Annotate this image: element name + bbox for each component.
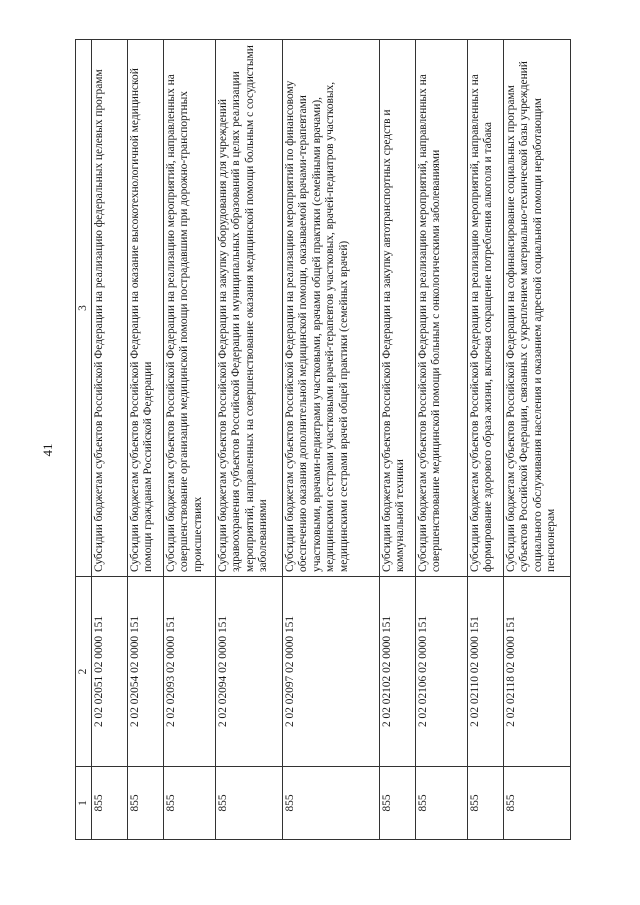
budget-classification-code-cell: 2 02 02102 02 0000 151 [380, 577, 416, 767]
budget-classification-code-cell: 2 02 02094 02 0000 151 [216, 577, 283, 767]
budget-classification-code-cell: 2 02 02110 02 0000 151 [468, 577, 504, 767]
admin-code-cell: 855 [283, 767, 380, 840]
table-row [216, 40, 283, 840]
revenue-description-cell: Субсидии бюджетам субъектов Российской Федерации на реализацию мероприятий по финансовому обеспечению оказания дополнительной медицинской помощи, оказываемой врачами-терапевтами участковыми, врачами-педиатрами участковыми, врачами общей практики (семейными врачами), медицинскими сестрами участковыми врачей-терапевтов участковых, врачей-педиатров участковых, медицинскими сестрами врачей общей практики (семейных врачей) [283, 40, 380, 577]
admin-code-cell: 855 [468, 767, 504, 840]
revenue-description-cell: Субсидии бюджетам субъектов Российской Федерации на реализацию мероприятий, направленных на формирование здорового образа жизни, включая сокращение потребления алкоголя и табака [468, 40, 504, 577]
revenue-description-cell: Субсидии бюджетам субъектов Российской Федерации на реализацию мероприятий, направленных на совершенствование организации медицинской помощи пострадавшим при дорожно-транспортных происшествиях [164, 40, 216, 577]
table-row [164, 40, 216, 840]
budget-classification-code-cell: 2 02 02106 02 0000 151 [416, 577, 468, 767]
revenue-description-cell: Субсидии бюджетам субъектов Российской Федерации на оказание высокотехнологичной медицинской помощи гражданам Российской Федерации [128, 40, 164, 577]
revenue-description-cell: Субсидии бюджетам субъектов Российской Федерации на софинансирование социальных программ субъектов Российской Федерации, связанных с укреплением материально-технической базы учреждений социального обслуживания населения и оказанием адресной социальной помощи неработающим пенсионерам [504, 40, 571, 577]
admin-code-cell: 855 [128, 767, 164, 840]
admin-code-cell: 855 [164, 767, 216, 840]
table-row [92, 40, 128, 840]
table-body [92, 40, 571, 840]
table-row [283, 40, 380, 840]
revenue-description-cell: Субсидии бюджетам субъектов Российской Федерации на реализацию мероприятий, направленных на совершенствование медицинской помощи больным с онкологическими заболеваниями [416, 40, 468, 577]
budget-classification-code-cell: 2 02 02118 02 0000 151 [504, 577, 571, 767]
admin-code-cell: 855 [416, 767, 468, 840]
table-row [128, 40, 164, 840]
table-row [380, 40, 416, 840]
header-col-3: 3 [76, 40, 92, 577]
revenue-description-cell: Субсидии бюджетам субъектов Российской Федерации на реализацию федеральных целевых программ [92, 40, 128, 577]
budget-codes-table [75, 39, 571, 840]
table-header-row [76, 40, 92, 840]
budget-classification-code-cell: 2 02 02054 02 0000 151 [128, 577, 164, 767]
header-col-2: 2 [76, 577, 92, 767]
rotated-page-content [75, 40, 558, 840]
header-col-1: 1 [76, 767, 92, 840]
admin-code-cell: 855 [92, 767, 128, 840]
budget-classification-code-cell: 2 02 02093 02 0000 151 [164, 577, 216, 767]
admin-code-cell: 855 [504, 767, 571, 840]
table-row [468, 40, 504, 840]
revenue-description-cell: Субсидии бюджетам субъектов Российской Федерации на закупку автотранспортных средств и коммунальной техники [380, 40, 416, 577]
budget-classification-code-cell: 2 02 02097 02 0000 151 [283, 577, 380, 767]
table-row [416, 40, 468, 840]
admin-code-cell: 855 [380, 767, 416, 840]
revenue-description-cell: Субсидии бюджетам субъектов Российской Федерации на закупку оборудования для учреждений здравоохранения субъектов Российской Федерации и муниципальных образований в целях реализации мероприятий, направленных на совершенствование оказания медицинской помощи больным с сосудистыми заболеваниями [216, 40, 283, 577]
table-row [504, 40, 571, 840]
budget-classification-code-cell: 2 02 02051 02 0000 151 [92, 577, 128, 767]
admin-code-cell: 855 [216, 767, 283, 840]
page-number: 41 [40, 443, 55, 457]
